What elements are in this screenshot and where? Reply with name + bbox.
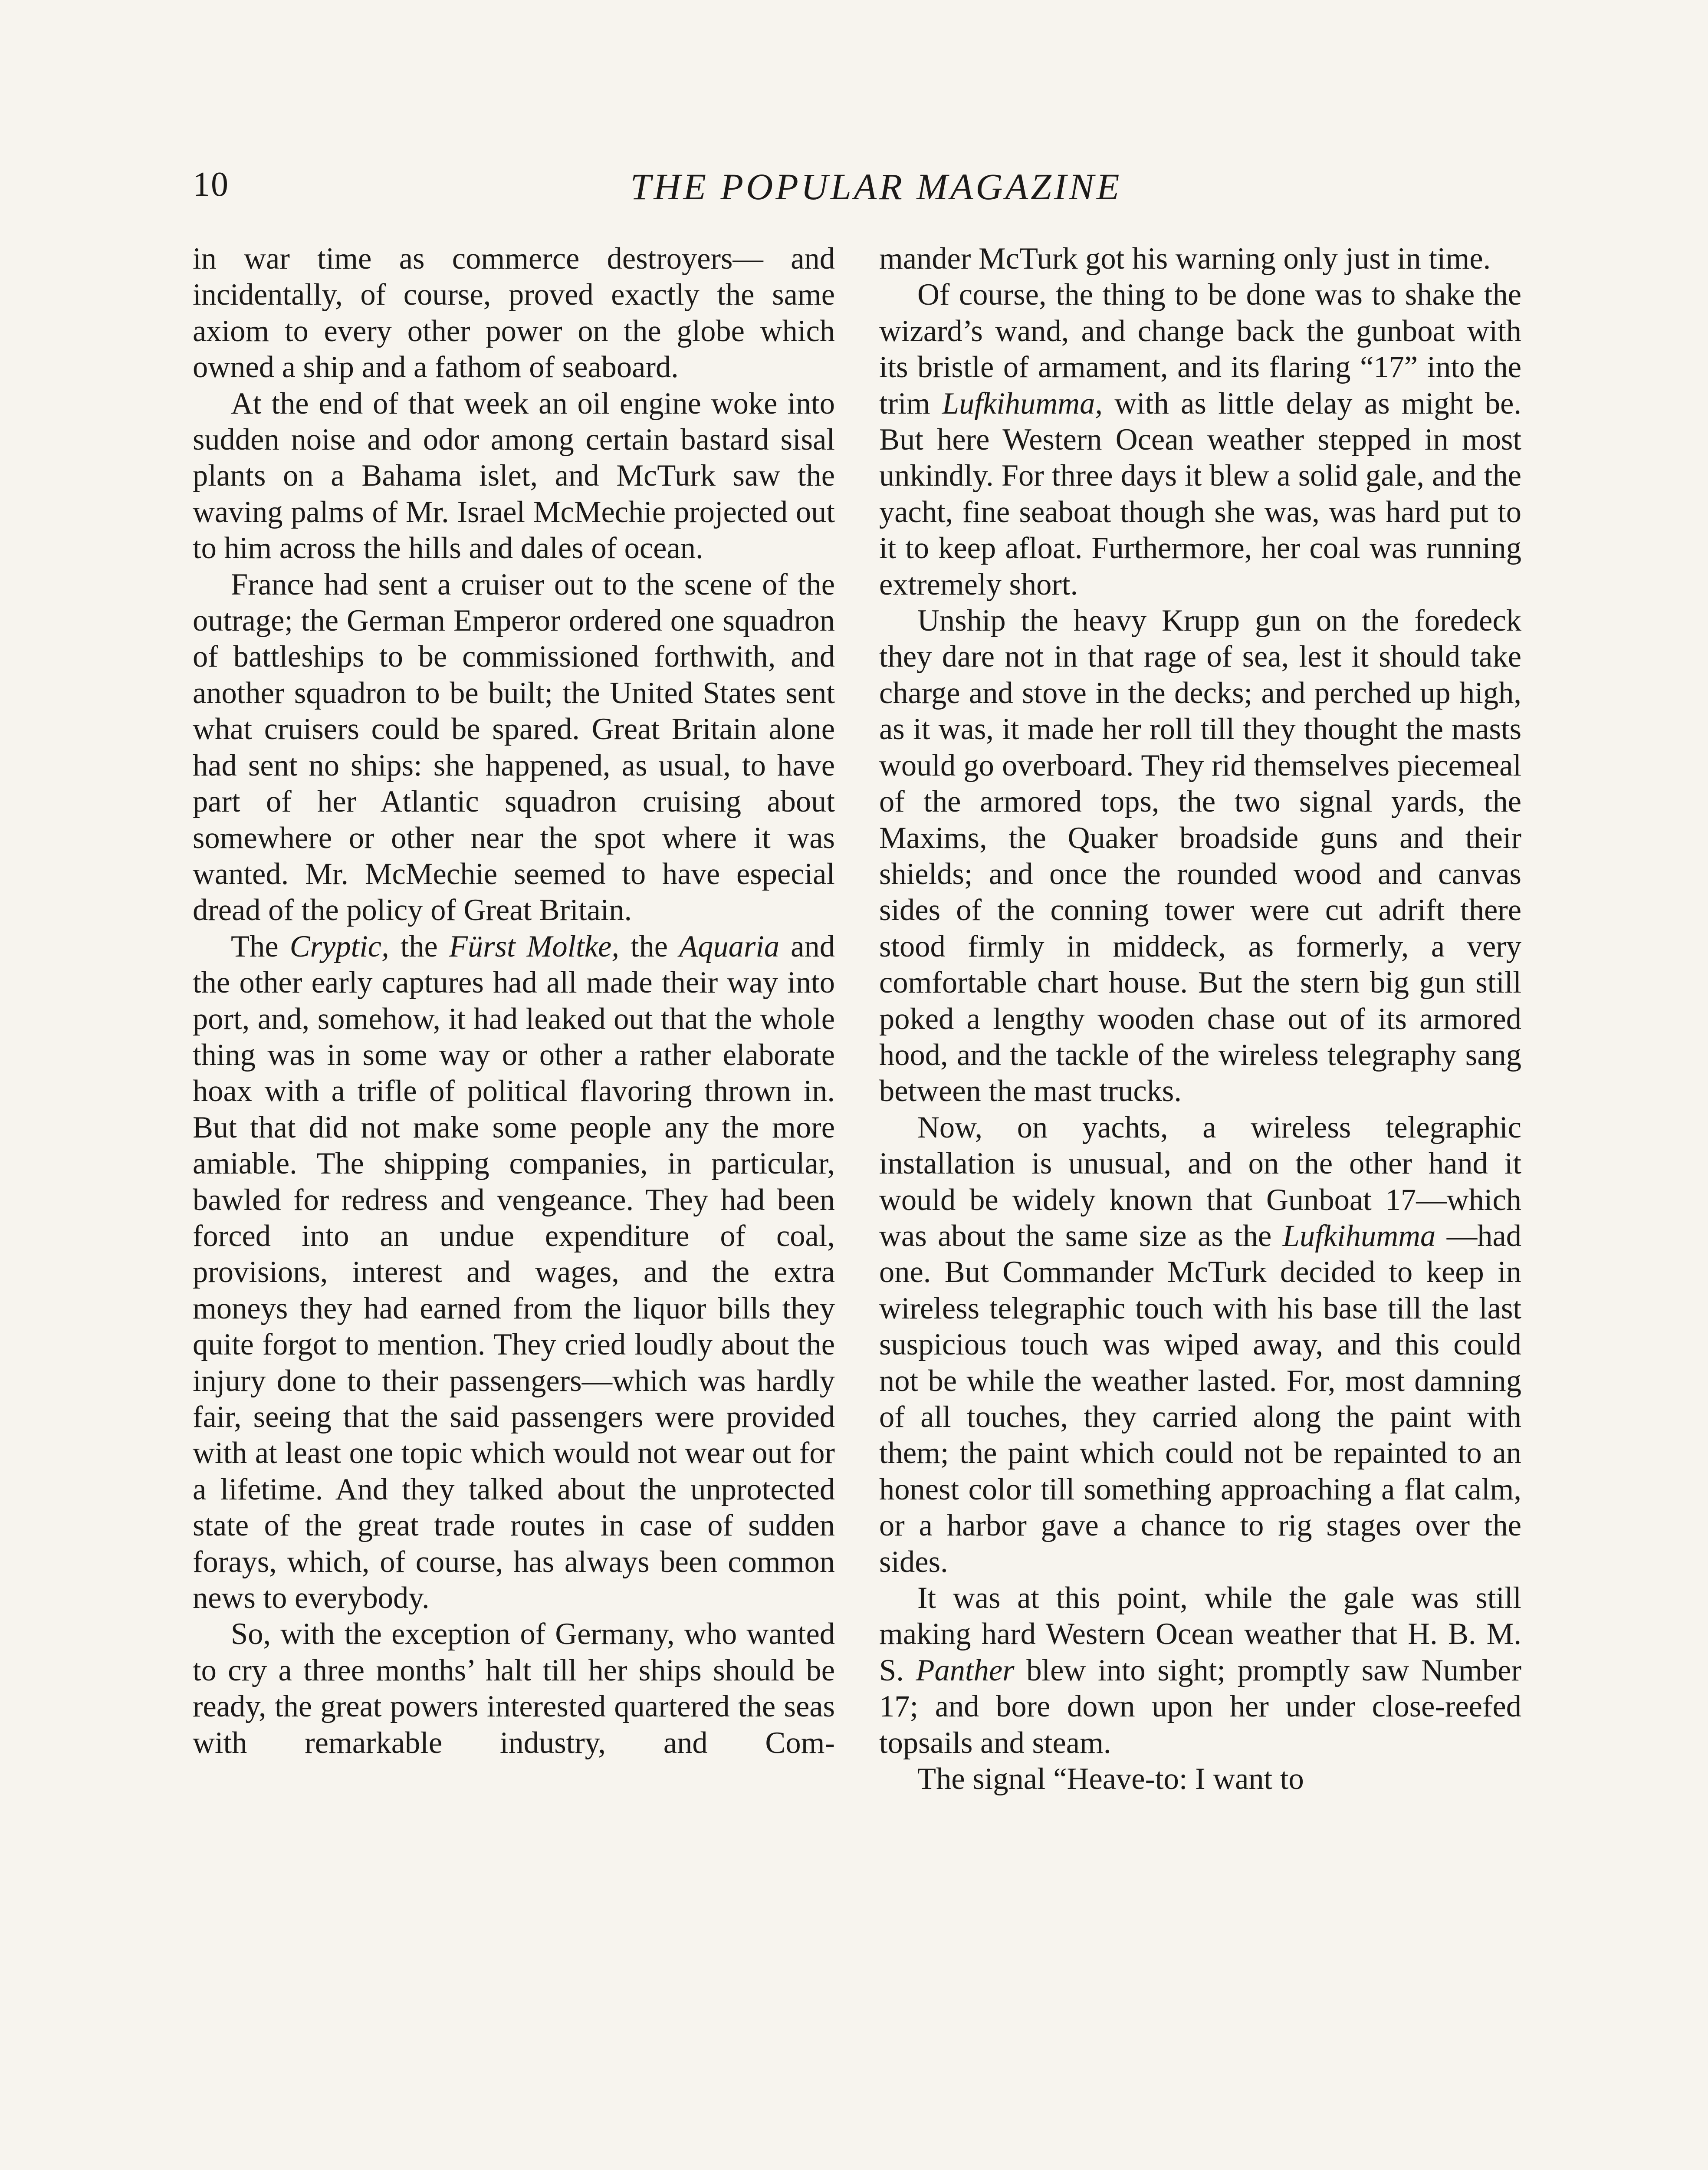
paragraph	[879, 277, 1521, 603]
text-run: with as little delay as might be. But here Western Ocean weather stepped in most unkindly. For three days it blew a solid gale, and the yacht, fine seaboat though she was, was hard put to it to keep afloat. Furthermore, her coal was running extremely short.	[879, 386, 1521, 602]
text-run: So, with the exception of Germany, who wanted to cry a three months’ halt till her ships should be ready, the great powers interested quartered the seas with remarkable industry, and Com-	[193, 1617, 835, 1760]
paragraph	[193, 1616, 835, 1761]
italic-text: Fürst Moltke,	[449, 929, 619, 963]
paragraph	[879, 603, 1521, 1110]
text-run: in war time as commerce destroyers— and incidentally, of course, proved exactly the same axiom to every other power on the globe which owned a ship and a fathom of seaboard.	[193, 242, 835, 385]
text-run: Now, on yachts, a wireless telegraphic installation is unusual, and on the other hand it would be widely known that Gunboat 17—which was about the same size as the	[879, 1110, 1521, 1253]
paragraph	[879, 1110, 1521, 1580]
left-column	[193, 241, 835, 1761]
text-run: The signal “Heave-to: I want to	[917, 1762, 1304, 1796]
text-run: blew into sight; promptly saw Number 17; and bore down upon her under close-reefed topsails and steam.	[879, 1653, 1522, 1760]
running-title: THE POPULAR MAGAZINE	[630, 166, 1122, 207]
paragraph	[193, 929, 835, 1617]
paragraph	[193, 386, 835, 567]
italic-text: Panther	[916, 1653, 1015, 1687]
text-run: mander McTurk got his warning only just in time.	[879, 242, 1491, 276]
text-run: France had sent a cruiser out to the scene of the outrage; the German Emperor ordered one squadron of battleships to be commissioned forthwith, and another squadron to be built; the United States sent what cruisers could be spared. Great Britain alone had sent no ships: she happened, as usual, to have part of her Atlantic squadron cruising about somewhere or other near the spot where it was wanted. Mr. McMechie seemed to have especial dread of the policy of Great Britain.	[193, 567, 835, 927]
text-run: —had one. But Commander McTurk decided to keep in wireless telegraphic touch with his base till the last suspicious touch was wiped away, and this could not be while the weather lasted. For, most damning of all touches, they carried along the paint with them; the paint which could not be repainted to an honest color till something approaching a flat calm, or a harbor gave a chance to rig stages over the sides.	[879, 1219, 1521, 1579]
text-run: the	[619, 929, 680, 963]
text-run: and the other early captures had all made their way into port, and, somehow, it had leaked out that the whole thing was in some way or other a rather elaborate hoax with a trifle of political flavoring thrown in. But that did not make some people any the more amiable. The shipping companies, in particular, bawled for redress and vengeance. They had been forced into an undue expenditure of coal, provisions, interest and wages, and the extra moneys they had earned from the liquor bills they quite forgot to mention. They cried loudly about the injury done to their passengers—which was hardly fair, seeing that the said passengers were provided with at least one topic which would not wear out for a lifetime. And they talked about the unprotected state of the great trade routes in case of sudden forays, which, of course, has always been common news to everybody.	[193, 929, 835, 1615]
italic-text: Lufkihumma	[1282, 1219, 1436, 1253]
text-run: At the end of that week an oil engine woke into sudden noise and odor among certain bastard sisal plants on a Bahama islet, and McTurk saw the waving palms of Mr. Israel McMechie projected out to him across the hills and dales of ocean.	[193, 386, 835, 566]
text-run: It was at this point, while the gale was still making hard Western Ocean weather that H. B. M. S.	[879, 1581, 1521, 1687]
italic-text: Aquaria	[679, 929, 780, 963]
page-header	[193, 165, 1521, 213]
paragraph	[879, 1761, 1521, 1797]
text-run: Of course, the thing to be done was to shake the wizard’s wand, and change back the gunboat with its bristle of armament, and its flaring “17” into the trim	[879, 278, 1521, 421]
text-run: Unship the heavy Krupp gun on the foredeck they dare not in that rage of sea, lest it should take charge and stove in the decks; and perched up high, as it was, it made her roll till they thought the masts would go overboard. They rid themselves piecemeal of the armored tops, the two signal yards, the Maxims, the Quaker broadside guns and their shields; and once the rounded wood and canvas sides of the conning tower were cut adrift there stood firmly in middeck, as formerly, a very comfortable chart house. But the stern big gun still poked a lengthy wooden chase out of its armored hood, and the tackle of the wireless telegraphy sang between the mast trucks.	[879, 604, 1521, 1108]
italic-text: Cryptic,	[289, 929, 389, 963]
paragraph	[193, 567, 835, 929]
paragraph	[879, 1580, 1521, 1761]
text-run: The	[231, 929, 290, 963]
paragraph	[193, 241, 835, 386]
text-run: the	[389, 929, 449, 963]
italic-text: Lufkihumma,	[942, 386, 1103, 421]
right-column	[879, 241, 1521, 1797]
paragraph	[879, 241, 1521, 277]
page-number: 10	[193, 165, 229, 204]
